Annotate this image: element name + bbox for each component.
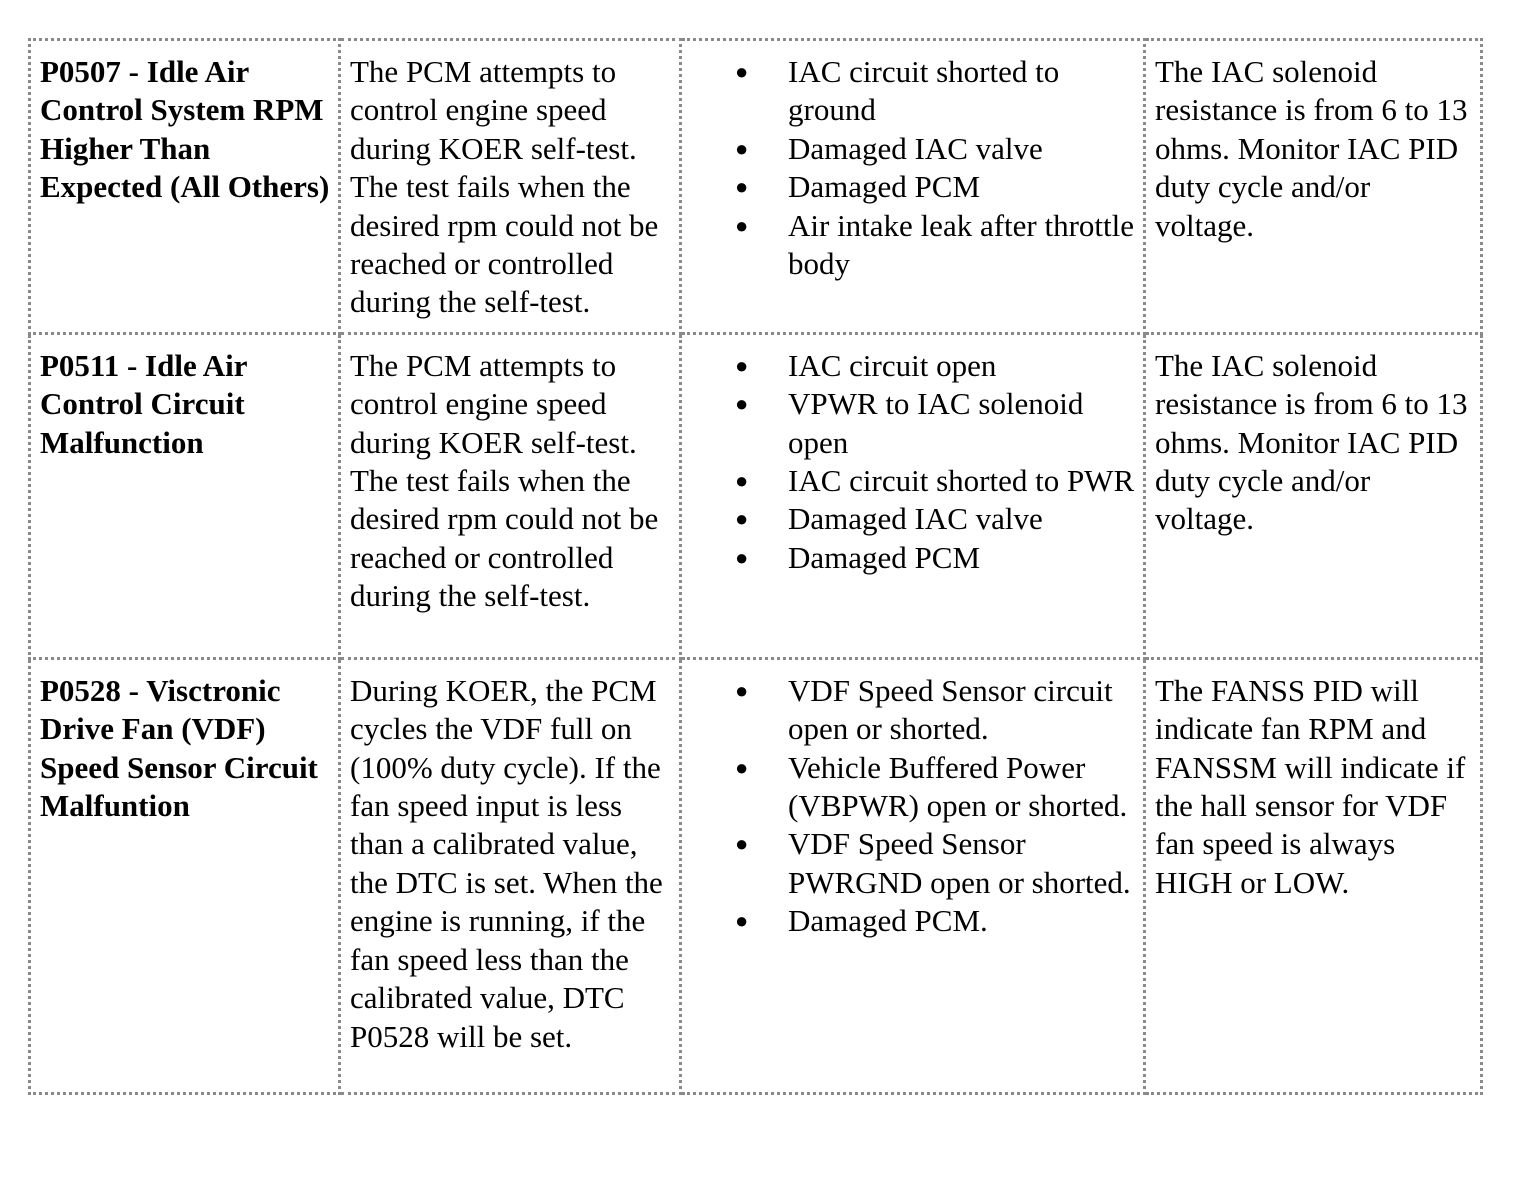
cause-list	[691, 53, 1137, 283]
bullet-icon: ●	[735, 59, 749, 84]
cause-text: Air intake leak after throttle body	[788, 207, 1135, 282]
cause-text: VDF Speed Sensor circuit open or shorted.	[788, 672, 1113, 747]
cause-text: Damaged PCM.	[788, 903, 988, 939]
cause-text: Damaged PCM	[788, 539, 981, 575]
bullet-icon: ●	[735, 212, 749, 238]
cause-text: IAC circuit shorted to ground	[788, 54, 1060, 128]
dtc-description-cell: During KOER, the PCM cycles the VDF full on (100% duty cycle). If the fan speed input is less than a calibrated value, the DTC is set. When the engine is running, if the fan speed less than the calibrated value, DTC P0528 will be set.	[340, 658, 681, 1093]
bullet-icon: ●	[735, 468, 749, 494]
bullet-icon: ●	[735, 544, 749, 570]
cause-text: IAC circuit open	[788, 347, 997, 383]
dtc-description-cell: The PCM attempts to control engine speed during KOER self-test. The test fails when the desired rpm could not be reached or controlled during the self-test.	[340, 333, 681, 658]
dtc-causes-cell	[681, 333, 1145, 658]
dtc-code-cell: P0528 - Visctronic Drive Fan (VDF) Speed Sensor Circuit Malfuntion	[30, 658, 340, 1093]
cause-text: VPWR to IAC solenoid open	[788, 386, 1084, 460]
cause-text: IAC circuit shorted to PWR	[788, 463, 1135, 499]
list-item	[691, 825, 1137, 902]
bullet-icon: ●	[735, 135, 749, 161]
dtc-causes-cell	[681, 40, 1145, 334]
bullet-icon: ●	[735, 352, 749, 378]
dtc-code-cell: P0511 - Idle Air Control Circuit Malfunction	[30, 333, 340, 658]
dtc-causes-cell	[681, 658, 1145, 1093]
list-item	[691, 207, 1137, 284]
cause-text: VDF Speed Sensor PWRGND open or shorted.	[788, 826, 1131, 900]
bullet-icon: ●	[735, 677, 749, 703]
list-item	[691, 749, 1137, 826]
table-row	[30, 333, 1482, 658]
list-item	[691, 539, 1137, 577]
dtc-action-cell: The FANSS PID will indicate fan RPM and FANSSM will indicate if the hall sensor for VDF fan speed is always HIGH or LOW.	[1145, 658, 1482, 1093]
dtc-action-cell: The IAC solenoid resistance is from 6 to 13 ohms. Monitor IAC PID duty cycle and/or voltage.	[1145, 333, 1482, 658]
bullet-icon: ●	[735, 391, 749, 417]
cause-text: Damaged IAC valve	[788, 501, 1043, 537]
bullet-icon: ●	[735, 831, 749, 857]
table-row	[30, 40, 1482, 334]
cause-text: Damaged PCM	[788, 169, 981, 205]
list-item	[691, 168, 1137, 206]
cause-list	[691, 347, 1137, 577]
dtc-description-cell: The PCM attempts to control engine speed during KOER self-test. The test fails when the desired rpm could not be reached or controlled during the self-test.	[340, 40, 681, 334]
list-item	[691, 672, 1137, 749]
cause-list	[691, 672, 1137, 941]
cause-text: Damaged IAC valve	[788, 130, 1043, 166]
bullet-icon: ●	[735, 908, 749, 934]
bullet-icon: ●	[735, 754, 749, 780]
list-item	[691, 500, 1137, 538]
list-item	[691, 385, 1137, 462]
dtc-code-cell: P0507 - Idle Air Control System RPM Higher Than Expected (All Others)	[30, 40, 340, 334]
list-item	[691, 902, 1137, 940]
list-item	[691, 462, 1137, 500]
bullet-icon: ●	[735, 506, 749, 532]
list-item	[691, 53, 1137, 130]
table-row	[30, 658, 1482, 1093]
list-item	[691, 347, 1137, 385]
cause-text: Vehicle Buffered Power (VBPWR) open or shorted.	[788, 749, 1128, 824]
bullet-icon: ●	[735, 174, 749, 200]
dtc-action-cell: The IAC solenoid resistance is from 6 to 13 ohms. Monitor IAC PID duty cycle and/or voltage.	[1145, 40, 1482, 334]
dtc-table	[28, 38, 1483, 1095]
list-item	[691, 130, 1137, 168]
